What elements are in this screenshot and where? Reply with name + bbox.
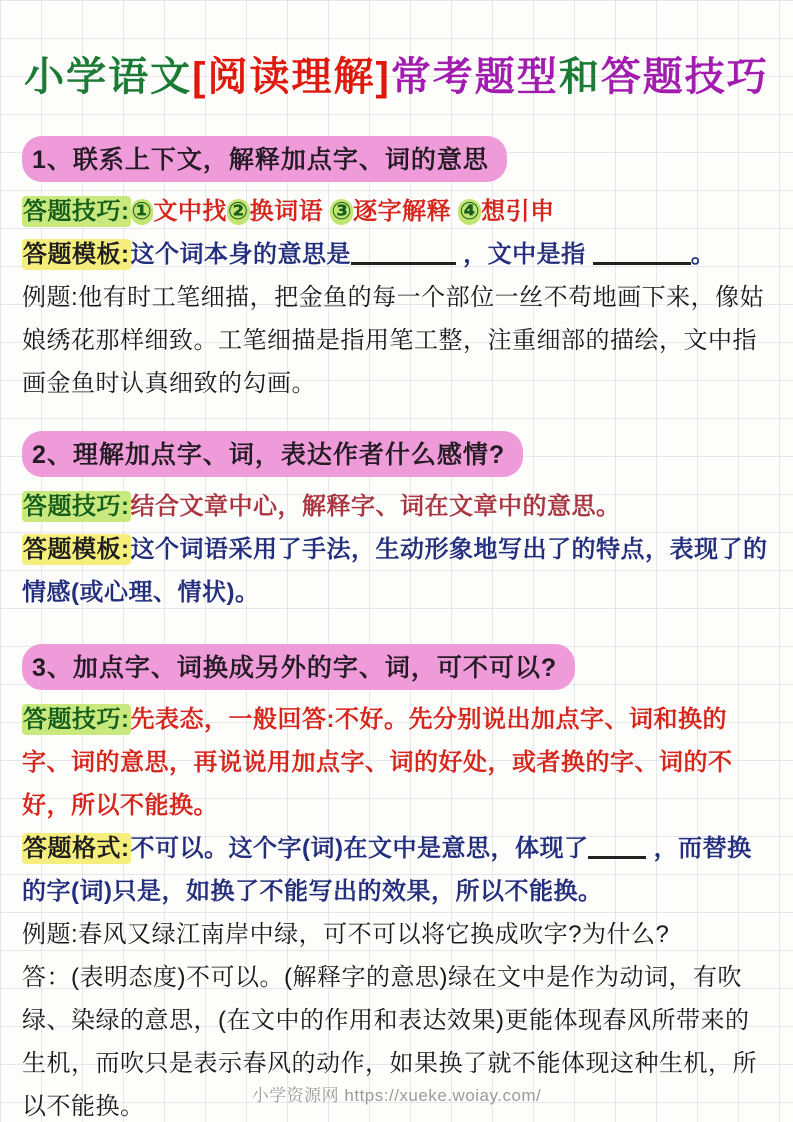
section-3-heading: 3、加点字、词换成另外的字、词，可不可以? [22,644,575,690]
circled-number: ③ [331,198,353,225]
section-1-technique-row [22,190,771,233]
section-2-technique-row [22,485,771,528]
blank-underline [593,240,691,265]
text-segment: 逐字解释 [353,198,459,225]
section-2-template-row [22,528,771,614]
text-segment: 例题:他有时工笔细描，把金鱼的每一个部位一丝不苟地画下来，像姑娘绣花那样细致。工笔细描是指用笔工整，注重细部的描绘，文中指画金鱼时认真细致的勾画。 [22,284,765,397]
text-segment: 答：(表明态度)不可以。(解释字的意思)绿在文中是作为动词，有吹绿、染绿的意思，(在文中的作用和表达效果)更能体现春风所带来的生机，而吹只是表示春风的动作，如果换了就不能体现这种生机，所以不能换。 [22,964,757,1120]
text-segment: 。 [690,241,716,268]
section-2-heading: 2、理解加点字、词，表达作者什么感情? [22,431,523,477]
text-segment: 想引申 [481,198,555,225]
text-segment: 文中找 [153,198,227,225]
section-1-template-row [22,233,771,276]
highlighted-label: 答题模板: [23,241,130,268]
highlighted-label: 答题技巧: [23,198,130,225]
section-1-heading: 1、联系上下文，解释加点字、词的意思 [22,136,507,182]
circled-number: ② [227,198,249,225]
text-segment: 结合文章中心，解释字、词在文章中的意思。 [130,493,621,520]
text-segment: 先表态，一般回答:不好。先分别说出加点字、词和换的字、词的意思，再说说用加点字、词的好处，或者换的字、词的不好，所以不能换。 [22,706,733,819]
section-3-technique-row [22,698,771,827]
text-segment: 常考题型 [390,55,559,99]
section-1 [22,136,771,405]
text-segment: 和 [558,55,601,99]
blank-underline [351,240,456,265]
section-3 [22,644,771,1122]
highlighted-label: 答题技巧: [23,706,130,733]
text-segment: 小学语文 [24,55,193,99]
text-segment: ，文中是指 [456,241,593,268]
section-3-format-row [22,827,771,913]
highlighted-label: 答题技巧: [23,493,130,520]
section-3-example-row [22,913,771,956]
footer-watermark: 小学资源网 https://xueke.woiay.com/ [251,1086,542,1105]
highlighted-label: 答题模板: [23,536,130,563]
blank-underline [588,834,646,859]
text-segment: 这个词语采用了手法，生动形象地写出了的特点，表现了的情感(或心理、情状)。 [22,536,768,606]
circled-number: ① [131,198,153,225]
text-segment: 换词语 [249,198,331,225]
page-title [22,52,771,102]
section-2 [22,431,771,614]
highlighted-label: 答题格式: [23,835,130,862]
text-segment: 例题:春风又绿江南岸中绿，可不可以将它换成吹字?为什么? [22,921,670,948]
text-segment: 这个词本身的意思是 [130,241,351,268]
text-segment: ，而替换的字(词)只是，如换了不能写出的效果，所以不能换。 [22,835,752,905]
circled-number: ④ [459,198,481,225]
text-segment: 答题技巧 [600,55,769,99]
text-segment: [阅读理解] [192,55,391,99]
section-1-example-row [22,276,771,405]
text-segment: 不可以。这个字(词)在文中是意思，体现了 [130,835,589,862]
